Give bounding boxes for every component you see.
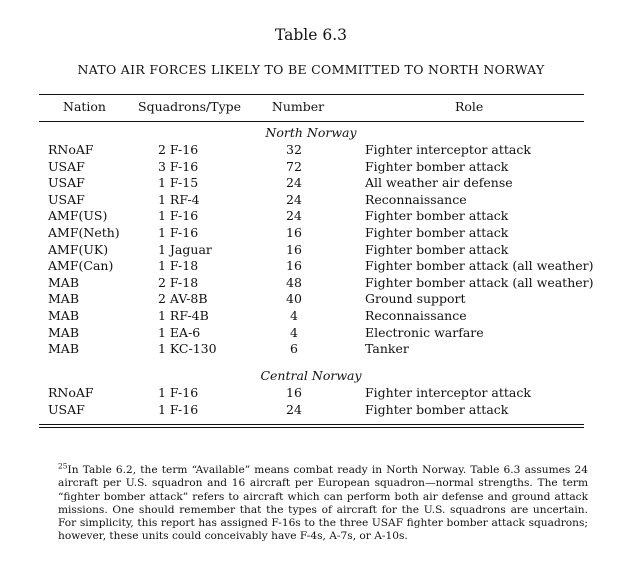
cell-nation: MAB [48,291,80,307]
footnote [58,461,588,544]
table-top-rule [39,94,584,95]
cell-number: 24 [286,191,302,207]
cell-nation: USAF [48,191,85,207]
column-header-squadrons: Squadrons/Type [138,99,242,114]
cell-squadrons: 1 KC-130 [158,341,217,357]
cell-squadrons: 1 Jaguar [158,241,212,257]
cell-squadrons: 1 F-16 [158,225,199,240]
cell-number: 4 [290,308,298,323]
cell-role: Reconnaissance [365,191,467,207]
cell-number: 48 [286,274,302,290]
section-label: North Norway [265,125,357,140]
cell-nation: MAB [48,324,80,340]
cell-role: Fighter bomber attack [365,241,509,257]
cell-squadrons: 1 RF-4 [158,191,200,207]
cell-role: Fighter bomber attack (all weather) [365,274,594,290]
cell-nation: USAF [48,175,85,191]
cell-number: 24 [286,401,302,417]
cell-nation: MAB [48,341,80,357]
column-header-nation: Nation [63,99,106,114]
footnote-marker: 25 [58,461,68,471]
cell-number: 4 [290,324,298,340]
cell-role: Fighter bomber attack (all weather) [365,258,594,274]
cell-role: Fighter interceptor attack [365,385,531,400]
cell-number: 16 [286,225,302,240]
cell-number: 6 [290,341,298,357]
cell-number: 24 [286,175,302,191]
cell-nation: RNoAF [48,142,94,157]
footnote-text: In Table 6.2, the term “Available” means combat ready in North Norway. Table 6.3 assumes 24 aircraft per U.S. squadron and 16 aircraft per European squadron—normal strengths. The term “fighter bomber attack” refers to aircraft which can perform both air defense and ground attack missions. One should remember that the types of aircraft for the U.S. squadrons are uncertain. For simplicity, this report has assigned F-16s to the three USAF fighter bomber attack squadrons; however, these units could conceivably have F-4s, A-7s, or A-10s. [58,464,588,543]
table-title: NATO AIR FORCES LIKELY TO BE COMMITTED TO NORTH NORWAY [77,62,545,77]
cell-nation: USAF [48,401,85,417]
cell-squadrons: 1 EA-6 [158,324,201,340]
table-number: Table 6.3 [274,26,347,44]
cell-squadrons: 3 F-16 [158,158,199,174]
header-rule [39,121,584,122]
cell-number: 24 [286,208,302,224]
cell-squadrons: 1 F-16 [158,385,199,400]
cell-squadrons: 2 F-18 [158,274,199,290]
cell-nation: RNoAF [48,385,94,400]
cell-number: 32 [286,142,302,157]
section-label: Central Norway [260,368,362,383]
cell-nation: MAB [48,274,80,290]
cell-squadrons: 2 AV-8B [158,291,208,307]
cell-squadrons: 1 F-16 [158,208,199,224]
cell-role: Fighter bomber attack [365,158,509,174]
cell-role: Fighter bomber attack [365,225,509,240]
cell-role: All weather air defense [365,175,513,191]
table-bottom-rule-inner [39,427,584,428]
cell-number: 72 [286,158,302,174]
cell-role: Tanker [365,341,409,357]
column-header-number: Number [271,99,325,114]
cell-squadrons: 1 F-18 [158,258,199,274]
cell-number: 16 [286,258,302,274]
cell-nation: AMF(UK) [48,241,109,257]
cell-role: Fighter bomber attack [365,401,509,417]
cell-role: Electronic warfare [365,324,484,340]
cell-number: 16 [286,385,302,400]
cell-number: 40 [286,291,302,307]
cell-role: Ground support [365,291,466,307]
cell-squadrons: 1 F-15 [158,175,199,191]
cell-squadrons: 2 F-16 [158,142,199,157]
cell-role: Reconnaissance [365,308,467,323]
cell-nation: USAF [48,158,85,174]
cell-number: 16 [286,241,302,257]
cell-nation: MAB [48,308,80,323]
table-bottom-rule [39,424,584,425]
cell-role: Fighter bomber attack [365,208,509,224]
cell-squadrons: 1 F-16 [158,401,199,417]
cell-squadrons: 1 RF-4B [158,308,209,323]
cell-nation: AMF(Neth) [48,225,120,240]
cell-nation: AMF(US) [48,208,108,224]
cell-nation: AMF(Can) [48,258,114,274]
column-header-role: Role [455,99,484,114]
cell-role: Fighter interceptor attack [365,142,531,157]
